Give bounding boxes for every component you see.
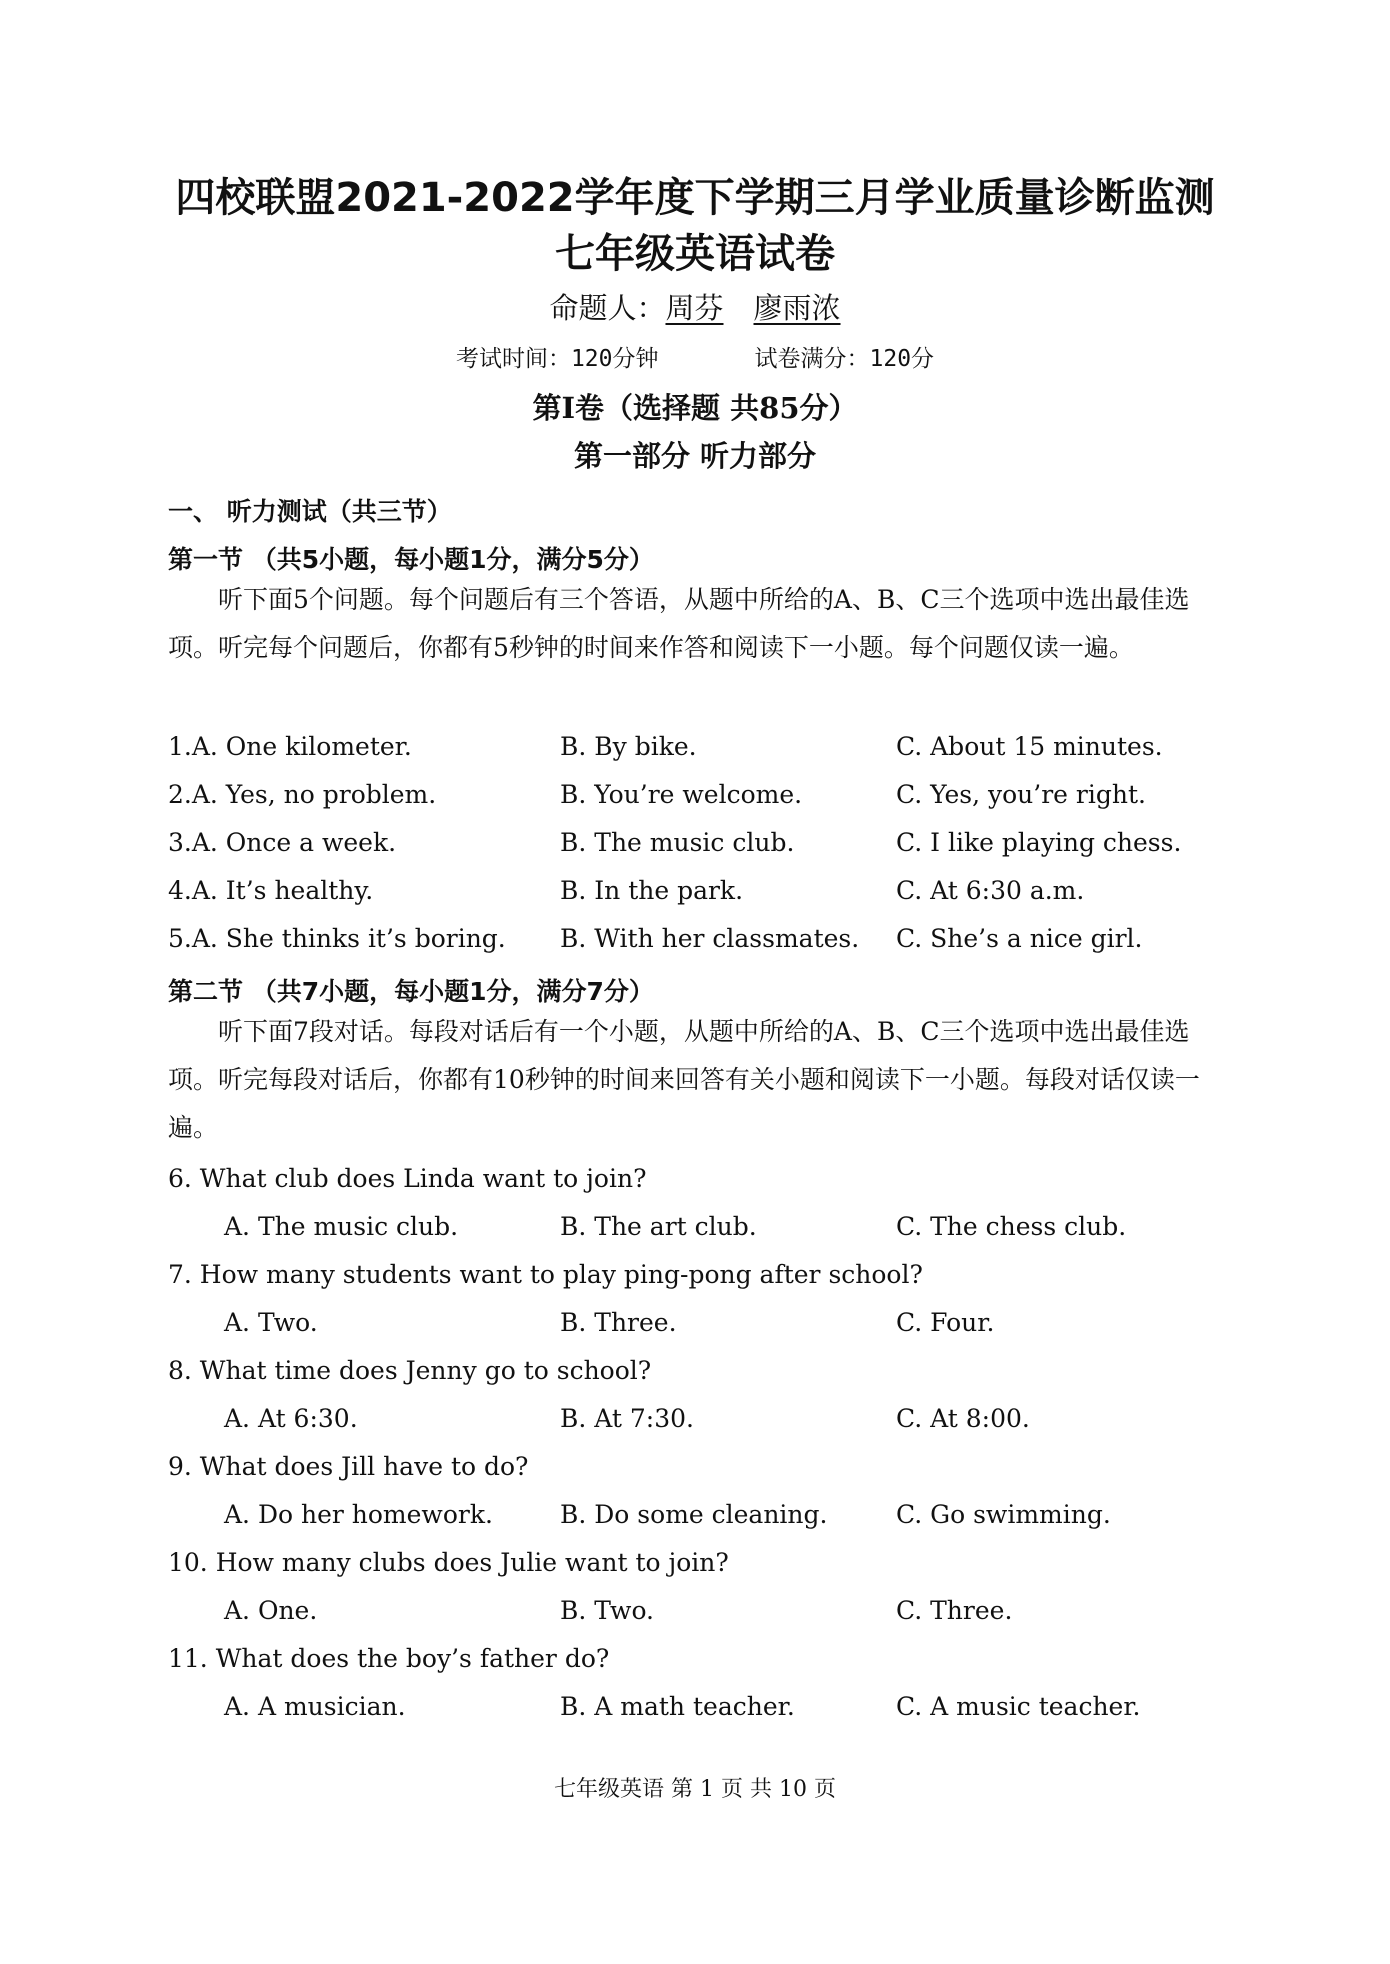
volume-heading: 第Ⅰ卷（选择题 共85分） bbox=[532, 391, 858, 425]
option-3c: C. I like playing chess. bbox=[896, 828, 1182, 857]
subsection-2-heading: 第二节 （共7小题，每小题1分，满分7分） bbox=[168, 977, 654, 1006]
option-2a: 2.A. Yes, no problem. bbox=[168, 780, 437, 809]
page-footer: 七年级英语 第 1 页 共 10 页 bbox=[554, 1777, 836, 1802]
option-4c: C. At 6:30 a.m. bbox=[896, 876, 1085, 905]
option-9c: C. Go swimming. bbox=[896, 1500, 1111, 1529]
option-5c: C. She’s a nice girl. bbox=[896, 924, 1143, 953]
question-setters bbox=[0, 286, 1390, 327]
subsection-1-instruction bbox=[168, 576, 1228, 672]
subsection-2-instruction bbox=[168, 1008, 1228, 1152]
setter-name-2: 廖雨浓 bbox=[753, 291, 841, 325]
question-11: 11. What does the boy’s father do? bbox=[168, 1644, 610, 1673]
question-7: 7. How many students want to play ping-pong after school? bbox=[168, 1260, 923, 1289]
question-6: 6. What club does Linda want to join? bbox=[168, 1164, 647, 1193]
option-10c: C. Three. bbox=[896, 1596, 1013, 1625]
option-3a: 3.A. Once a week. bbox=[168, 828, 397, 857]
question-10: 10. How many clubs does Julie want to join? bbox=[168, 1548, 729, 1577]
option-4a: 4.A. It’s healthy. bbox=[168, 876, 374, 905]
option-7b: B. Three. bbox=[560, 1308, 677, 1337]
option-5b: B. With her classmates. bbox=[560, 924, 860, 953]
option-3b: B. The music club. bbox=[560, 828, 795, 857]
option-1b: B. By bike. bbox=[560, 732, 697, 761]
option-1c: C. About 15 minutes. bbox=[896, 732, 1163, 761]
exam-time: 考试时间：120分钟 bbox=[455, 346, 659, 372]
option-6a: A. The music club. bbox=[224, 1212, 459, 1241]
question-9: 9. What does Jill have to do? bbox=[168, 1452, 529, 1481]
exam-info bbox=[0, 340, 1390, 373]
option-10b: B. Two. bbox=[560, 1596, 655, 1625]
option-2b: B. You’re welcome. bbox=[560, 780, 803, 809]
option-7c: C. Four. bbox=[896, 1308, 995, 1337]
option-8a: A. At 6:30. bbox=[224, 1404, 358, 1433]
option-11c: C. A music teacher. bbox=[896, 1692, 1141, 1721]
instruction-text: 听下面7段对话。每段对话后有一个小题，从题中所给的A、B、C三个选项中选出最佳选项。听完每段对话后，你都有10秒钟的时间来回答有关小题和阅读下一小题。每段对话仅读一遍。 bbox=[168, 1017, 1200, 1142]
option-9a: A. Do her homework. bbox=[224, 1500, 493, 1529]
setter-name-1: 周芬 bbox=[665, 291, 724, 325]
option-11b: B. A math teacher. bbox=[560, 1692, 795, 1721]
question-8: 8. What time does Jenny go to school? bbox=[168, 1356, 652, 1385]
option-5a: 5.A. She thinks it’s boring. bbox=[168, 924, 506, 953]
subsection-1-heading: 第一节 （共5小题，每小题1分，满分5分） bbox=[168, 545, 654, 574]
option-8b: B. At 7:30. bbox=[560, 1404, 694, 1433]
exam-subtitle: 七年级英语试卷 bbox=[555, 231, 835, 277]
part-heading: 第一部分 听力部分 bbox=[573, 439, 817, 473]
option-4b: B. In the park. bbox=[560, 876, 744, 905]
instruction-text: 听下面5个问题。每个问题后有三个答语，从题中所给的A、B、C三个选项中选出最佳选项。听完每个问题后，你都有5秒钟的时间来作答和阅读下一小题。每个问题仅读一遍。 bbox=[168, 585, 1190, 662]
exam-title: 四校联盟2021-2022学年度下学期三月学业质量诊断监测 bbox=[175, 175, 1215, 221]
setters-label: 命题人： bbox=[549, 291, 666, 325]
option-11a: A. A musician. bbox=[224, 1692, 406, 1721]
full-score: 试卷满分：120分 bbox=[754, 346, 935, 372]
option-2c: C. Yes, you’re right. bbox=[896, 780, 1146, 809]
option-6b: B. The art club. bbox=[560, 1212, 757, 1241]
option-7a: A. Two. bbox=[224, 1308, 318, 1337]
option-6c: C. The chess club. bbox=[896, 1212, 1127, 1241]
section-heading: 一、 听力测试（共三节） bbox=[168, 497, 452, 526]
option-8c: C. At 8:00. bbox=[896, 1404, 1030, 1433]
option-9b: B. Do some cleaning. bbox=[560, 1500, 828, 1529]
option-1a: 1.A. One kilometer. bbox=[168, 732, 412, 761]
option-10a: A. One. bbox=[224, 1596, 318, 1625]
